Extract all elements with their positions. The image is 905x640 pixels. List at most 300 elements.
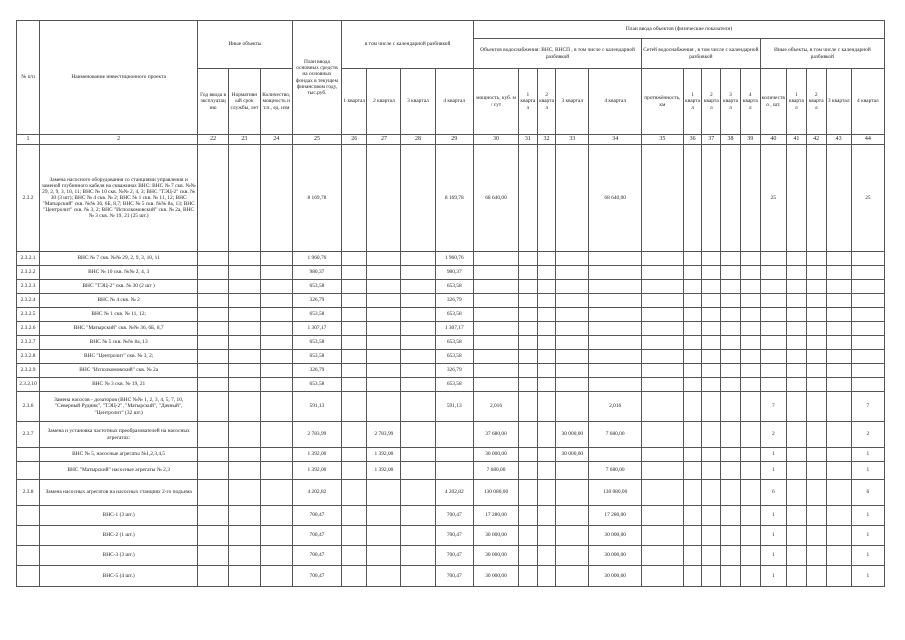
cell-oq1 <box>787 566 807 587</box>
cell-cap: 130 080,00 <box>474 480 519 506</box>
cell-nq3 <box>721 322 741 336</box>
cell-nq4 <box>740 378 760 392</box>
cell-oq3 <box>826 266 851 280</box>
cell-cq3: 30 000,00 <box>556 422 589 448</box>
row-name: ВНС № 10 скв. №№ 2, 4, 3 <box>40 266 198 280</box>
cell-cap <box>474 322 519 336</box>
cell-oq3 <box>826 145 851 252</box>
cell-nq4 <box>740 566 760 587</box>
cell-cq1 <box>519 308 538 322</box>
empty-cell <box>260 526 292 546</box>
cell-q2 <box>367 145 401 252</box>
cell-nq1 <box>683 145 702 252</box>
cell-oq4: 6 <box>851 480 884 506</box>
cell-cap: 30 000,00 <box>474 448 519 462</box>
cell-plan: 653,58 <box>292 280 341 294</box>
cell-q4: 980,37 <box>435 266 473 280</box>
cell-cq3 <box>556 506 589 526</box>
cell-q4: 8 169,78 <box>435 145 473 252</box>
cell-nq1 <box>683 350 702 364</box>
cell-nq4 <box>740 280 760 294</box>
cell-q1 <box>342 526 367 546</box>
header-n-q2: 2 квартал <box>702 69 721 135</box>
cell-qty <box>760 308 786 322</box>
cell-nq1 <box>683 378 702 392</box>
cell-cq2 <box>537 266 556 280</box>
cell-q4: 700,47 <box>435 546 473 566</box>
cell-cq3 <box>556 480 589 506</box>
cell-oq3 <box>826 336 851 350</box>
table-row <box>17 392 885 422</box>
table-row <box>17 145 885 252</box>
header-w-q4: 4 квартал <box>589 69 642 135</box>
column-number: 35 <box>642 135 684 145</box>
cell-oq1 <box>787 252 807 266</box>
cell-q4: 653,58 <box>435 280 473 294</box>
empty-cell <box>198 378 229 392</box>
cell-oq4 <box>851 266 884 280</box>
cell-nq2 <box>702 546 721 566</box>
row-name: Замена насосных агрегатов на насосных станциях 2-го подъема <box>40 480 198 506</box>
empty-cell <box>229 336 261 350</box>
row-id: 2.3.2.1 <box>17 252 40 266</box>
cell-cq3 <box>556 308 589 322</box>
cell-oq1 <box>787 336 807 350</box>
cell-cap <box>474 280 519 294</box>
cell-q4 <box>435 448 473 462</box>
cell-cq4 <box>589 378 642 392</box>
cell-q4: 700,47 <box>435 566 473 587</box>
cell-oq4 <box>851 364 884 378</box>
cell-len <box>642 364 684 378</box>
cell-q3 <box>401 280 435 294</box>
cell-oq2 <box>806 336 826 350</box>
cell-oq2 <box>806 294 826 308</box>
cell-q3 <box>401 364 435 378</box>
row-name: ВНС-5 (4 шт.) <box>40 566 198 587</box>
row-id: 2.3.7 <box>17 422 40 448</box>
table-row <box>17 480 885 506</box>
cell-oq2 <box>806 252 826 266</box>
cell-len <box>642 145 684 252</box>
cell-nq3 <box>721 462 741 480</box>
cell-nq2 <box>702 364 721 378</box>
cell-len <box>642 566 684 587</box>
cell-cq4: 7 680,00 <box>589 422 642 448</box>
cell-nq2 <box>702 480 721 506</box>
header-name: Наименование инвестиционного проекта <box>40 21 198 135</box>
cell-cq3 <box>556 392 589 422</box>
cell-qty: 1 <box>760 462 786 480</box>
table-row <box>17 526 885 546</box>
cell-cq2 <box>537 294 556 308</box>
cell-len <box>642 378 684 392</box>
empty-cell <box>198 462 229 480</box>
cell-cq2 <box>537 322 556 336</box>
row-name: ВНС "Центролит" скв. № 3, 2; <box>40 350 198 364</box>
cell-oq3 <box>826 322 851 336</box>
table-row <box>17 378 885 392</box>
cell-nq2 <box>702 462 721 480</box>
empty-cell <box>198 546 229 566</box>
cell-q4: 653,58 <box>435 308 473 322</box>
cell-nq3 <box>721 392 741 422</box>
header-n-q3: 3 квартал <box>721 69 741 135</box>
cell-len <box>642 266 684 280</box>
cell-q2 <box>367 546 401 566</box>
cell-nq3 <box>721 308 741 322</box>
cell-oq3 <box>826 506 851 526</box>
cell-nq2 <box>702 280 721 294</box>
cell-oq3 <box>826 364 851 378</box>
cell-nq4 <box>740 422 760 448</box>
cell-plan: 653,58 <box>292 336 341 350</box>
column-number: 22 <box>198 135 229 145</box>
cell-q2 <box>367 308 401 322</box>
cell-nq3 <box>721 145 741 252</box>
cell-oq3 <box>826 378 851 392</box>
cell-nq2 <box>702 308 721 322</box>
header-q2: 2 квартал <box>367 69 401 135</box>
cell-q1 <box>342 350 367 364</box>
cell-cq1 <box>519 280 538 294</box>
cell-oq1 <box>787 308 807 322</box>
cell-nq3 <box>721 506 741 526</box>
empty-cell <box>260 422 292 448</box>
column-number: 39 <box>740 135 760 145</box>
cell-oq2 <box>806 392 826 422</box>
cell-q4: 591,13 <box>435 392 473 422</box>
empty-cell <box>198 480 229 506</box>
cell-nq1 <box>683 462 702 480</box>
cell-cq1 <box>519 378 538 392</box>
cell-q4: 653,58 <box>435 336 473 350</box>
cell-len <box>642 506 684 526</box>
cell-oq4 <box>851 378 884 392</box>
cell-cq4: 17 280,00 <box>589 506 642 526</box>
cell-cq4 <box>589 252 642 266</box>
header-o-q2: 2 квартал <box>806 69 826 135</box>
table-row <box>17 506 885 526</box>
cell-oq2 <box>806 506 826 526</box>
cell-q3 <box>401 308 435 322</box>
cell-cap: 68 640,00 <box>474 145 519 252</box>
cell-oq3 <box>826 308 851 322</box>
row-id: 2.3.2.10 <box>17 378 40 392</box>
cell-cq3 <box>556 350 589 364</box>
header-w-q2: 2 квартал <box>537 69 556 135</box>
empty-cell <box>198 350 229 364</box>
cell-nq4 <box>740 480 760 506</box>
cell-cq2 <box>537 448 556 462</box>
empty-cell <box>260 266 292 280</box>
cell-q3 <box>401 336 435 350</box>
cell-cap: 17 280,00 <box>474 506 519 526</box>
cell-cap <box>474 294 519 308</box>
cell-cq4 <box>589 322 642 336</box>
cell-oq2 <box>806 546 826 566</box>
cell-q3 <box>401 252 435 266</box>
cell-q3 <box>401 322 435 336</box>
cell-qty <box>760 336 786 350</box>
cell-qty <box>760 252 786 266</box>
empty-cell <box>260 506 292 526</box>
empty-cell <box>198 566 229 587</box>
cell-oq1 <box>787 422 807 448</box>
cell-nq1 <box>683 506 702 526</box>
cell-oq2 <box>806 526 826 546</box>
column-number: 23 <box>229 135 261 145</box>
cell-oq3 <box>826 252 851 266</box>
cell-q4: 4 202,82 <box>435 480 473 506</box>
cell-cq2 <box>537 546 556 566</box>
empty-cell <box>229 266 261 280</box>
cell-q1 <box>342 294 367 308</box>
cell-len <box>642 392 684 422</box>
table-row <box>17 422 885 448</box>
cell-qty: 25 <box>760 145 786 252</box>
column-number: 38 <box>721 135 741 145</box>
cell-cq4: 68 640,00 <box>589 145 642 252</box>
cell-oq4: 2 <box>851 422 884 448</box>
cell-oq3 <box>826 526 851 546</box>
empty-cell <box>229 252 261 266</box>
cell-cq2 <box>537 392 556 422</box>
cell-oq4 <box>851 294 884 308</box>
cell-nq4 <box>740 462 760 480</box>
cell-cq3 <box>556 266 589 280</box>
row-name: ВНС № 5 скв. №№ 8а, 13 <box>40 336 198 350</box>
column-numbers-row <box>17 135 885 145</box>
cell-nq4 <box>740 336 760 350</box>
cell-nq3 <box>721 350 741 364</box>
cell-cq2 <box>537 480 556 506</box>
cell-nq3 <box>721 280 741 294</box>
cell-oq3 <box>826 462 851 480</box>
column-number: 29 <box>435 135 473 145</box>
cell-len <box>642 294 684 308</box>
cell-oq1 <box>787 294 807 308</box>
empty-cell <box>260 145 292 252</box>
cell-oq1 <box>787 266 807 280</box>
cell-q1 <box>342 252 367 266</box>
cell-q1 <box>342 322 367 336</box>
header-length: протяжённость, км <box>642 69 684 135</box>
cell-oq4: 1 <box>851 448 884 462</box>
header-o-q3: 3 квартал <box>826 69 851 135</box>
header-quantity: количество , шт. <box>760 69 786 135</box>
cell-q3 <box>401 392 435 422</box>
cell-oq3 <box>826 350 851 364</box>
cell-q2 <box>367 364 401 378</box>
cell-cq1 <box>519 294 538 308</box>
table-row <box>17 252 885 266</box>
cell-len <box>642 526 684 546</box>
cell-q4 <box>435 462 473 480</box>
cell-q3 <box>401 506 435 526</box>
column-number: 33 <box>556 135 589 145</box>
cell-nq2 <box>702 252 721 266</box>
cell-q3 <box>401 145 435 252</box>
cell-plan: 653,58 <box>292 308 341 322</box>
cell-oq1 <box>787 480 807 506</box>
cell-nq3 <box>721 480 741 506</box>
cell-nq4 <box>740 506 760 526</box>
empty-cell <box>229 145 261 252</box>
cell-oq4 <box>851 280 884 294</box>
cell-oq2 <box>806 448 826 462</box>
cell-nq1 <box>683 322 702 336</box>
cell-q1 <box>342 462 367 480</box>
row-id: 2.3.2.8 <box>17 350 40 364</box>
empty-cell <box>198 252 229 266</box>
cell-cq2 <box>537 364 556 378</box>
cell-oq4: 1 <box>851 526 884 546</box>
cell-cq3 <box>556 378 589 392</box>
empty-cell <box>229 378 261 392</box>
cell-cap <box>474 308 519 322</box>
empty-cell <box>229 308 261 322</box>
cell-qty: 7 <box>760 392 786 422</box>
row-id: 2.3.2.5 <box>17 308 40 322</box>
cell-nq4 <box>740 294 760 308</box>
cell-cq2 <box>537 378 556 392</box>
cell-q1 <box>342 280 367 294</box>
cell-plan: 1 960,76 <box>292 252 341 266</box>
cell-nq3 <box>721 294 741 308</box>
cell-cap <box>474 364 519 378</box>
cell-oq2 <box>806 566 826 587</box>
cell-cap: 30 000,00 <box>474 546 519 566</box>
cell-nq2 <box>702 448 721 462</box>
column-number: 41 <box>787 135 807 145</box>
cell-cq4 <box>589 294 642 308</box>
row-name: ВНС "Матырский" насосные агрегаты № 2,3 <box>40 462 198 480</box>
cell-q4: 653,58 <box>435 378 473 392</box>
cell-plan: 2 783,99 <box>292 422 341 448</box>
cell-oq1 <box>787 448 807 462</box>
cell-len <box>642 462 684 480</box>
header-q4: 4 квартал <box>435 69 473 135</box>
cell-oq2 <box>806 322 826 336</box>
cell-nq1 <box>683 392 702 422</box>
cell-cq2 <box>537 145 556 252</box>
cell-plan: 1 307,17 <box>292 322 341 336</box>
cell-len <box>642 480 684 506</box>
column-number: 37 <box>702 135 721 145</box>
column-number: 25 <box>292 135 341 145</box>
cell-nq3 <box>721 422 741 448</box>
cell-q4 <box>435 422 473 448</box>
column-number: 40 <box>760 135 786 145</box>
cell-oq1 <box>787 364 807 378</box>
table-row <box>17 462 885 480</box>
cell-q1 <box>342 308 367 322</box>
cell-len <box>642 422 684 448</box>
cell-nq4 <box>740 308 760 322</box>
cell-cq4: 2,016 <box>589 392 642 422</box>
cell-cq2 <box>537 566 556 587</box>
cell-q2 <box>367 378 401 392</box>
empty-cell <box>198 364 229 378</box>
header-q1: 1 квартал <box>342 69 367 135</box>
cell-cq1 <box>519 322 538 336</box>
cell-q1 <box>342 266 367 280</box>
empty-cell <box>260 566 292 587</box>
header-water-supply: Объектов водоснабжения: ВНС, ВНСП , в том числе с календарной разбивкой <box>474 39 642 69</box>
header-networks: Сетей водоснабжения , в том числе с календарной разбивкой <box>642 39 761 69</box>
empty-cell <box>229 526 261 546</box>
cell-nq4 <box>740 252 760 266</box>
cell-nq2 <box>702 336 721 350</box>
header-w-q3: 3 квартал <box>556 69 589 135</box>
cell-q3 <box>401 378 435 392</box>
cell-cq1 <box>519 252 538 266</box>
table-row <box>17 322 885 336</box>
cell-q1 <box>342 392 367 422</box>
cell-nq1 <box>683 546 702 566</box>
cell-oq4: 1 <box>851 546 884 566</box>
table-row <box>17 336 885 350</box>
row-id: 2.3.2.6 <box>17 322 40 336</box>
cell-nq1 <box>683 336 702 350</box>
cell-qty <box>760 378 786 392</box>
empty-cell <box>260 336 292 350</box>
cell-oq2 <box>806 280 826 294</box>
row-name: ВНС-2 (1 шт.) <box>40 526 198 546</box>
cell-q3 <box>401 266 435 280</box>
cell-cq2 <box>537 422 556 448</box>
cell-q2 <box>367 392 401 422</box>
cell-plan: 326,79 <box>292 294 341 308</box>
cell-cq3 <box>556 364 589 378</box>
cell-plan: 1 392,00 <box>292 462 341 480</box>
cell-oq1 <box>787 280 807 294</box>
cell-oq3 <box>826 448 851 462</box>
cell-qty: 1 <box>760 566 786 587</box>
cell-cq4: 7 680,00 <box>589 462 642 480</box>
cell-q3 <box>401 422 435 448</box>
cell-qty: 1 <box>760 448 786 462</box>
cell-oq1 <box>787 526 807 546</box>
row-id: 2.3.2.2 <box>17 266 40 280</box>
cell-q3 <box>401 566 435 587</box>
column-number: 36 <box>683 135 702 145</box>
cell-cap: 30 000,00 <box>474 566 519 587</box>
empty-cell <box>198 392 229 422</box>
empty-cell <box>198 526 229 546</box>
cell-q1 <box>342 448 367 462</box>
row-id <box>17 566 40 587</box>
cell-qty <box>760 322 786 336</box>
cell-nq4 <box>740 266 760 280</box>
cell-plan: 653,58 <box>292 350 341 364</box>
cell-nq4 <box>740 546 760 566</box>
cell-qty <box>760 364 786 378</box>
row-id: 2.3.8 <box>17 480 40 506</box>
cell-nq2 <box>702 506 721 526</box>
cell-cq2 <box>537 462 556 480</box>
column-number: 1 <box>17 135 40 145</box>
cell-q2 <box>367 350 401 364</box>
cell-nq3 <box>721 546 741 566</box>
cell-cq4 <box>589 266 642 280</box>
cell-plan: 700,47 <box>292 546 341 566</box>
empty-cell <box>198 448 229 462</box>
header-qty-capacity: Количество, мощность и т.п., ед. изм <box>260 69 292 135</box>
empty-cell <box>229 280 261 294</box>
empty-cell <box>260 294 292 308</box>
